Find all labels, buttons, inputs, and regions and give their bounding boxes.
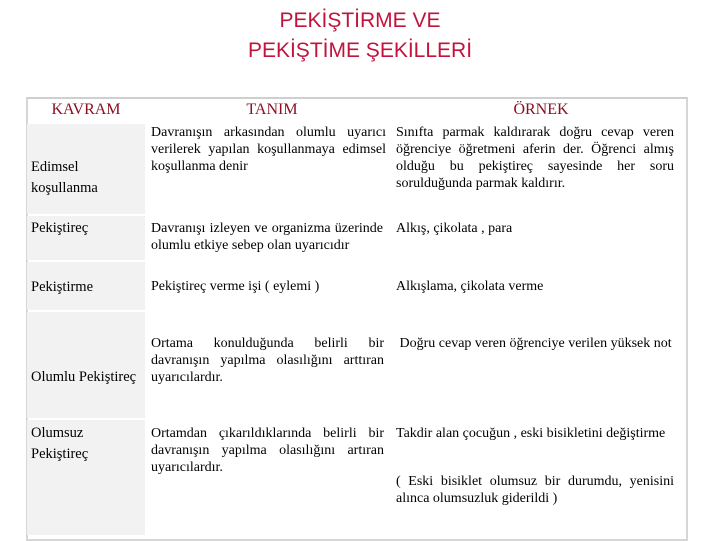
ornek-cell: Doğru cevap veren öğrenciye verilen yüksek not — [396, 336, 672, 351]
ornek-note: ( Eski bisiklet olumsuz bir durumdu, yenisini alınca olumsuzluk giderildi ) — [396, 474, 674, 506]
kavram-cell: Olumlu Pekiştireç — [31, 369, 137, 385]
kavram-cell: Pekiştireç — [31, 220, 89, 236]
kavram-cell: Olumsuz Pekiştireç — [31, 425, 89, 462]
ornek-cell: Sınıfta parmak kaldırarak doğru cevap veren öğrenciye öğretmeni aferin der. Öğrenci almış olduğu bu pekiştireç sayesinde her soru sorulduğunda parmak kaldırır. — [396, 125, 674, 191]
tanim-cell: Ortamdan çıkarıldıklarında belirli bir davranışın yapılma olasılığını artıran uyarıcılardır. — [151, 426, 384, 475]
ornek-cell: Takdir alan çocuğun , eski bisikletini değiştirme — [396, 426, 666, 441]
tanim-cell: Davranışın arkasından olumlu uyarıcı verilerek yapılan koşullanmaya edimsel koşullanma denir — [151, 125, 386, 174]
header-kavram: KAVRAM — [51, 101, 121, 118]
tanim-cell: Davranışı izleyen ve organizma üzerinde olumlu etkiye sebep olan uyarıcıdır — [151, 221, 383, 253]
header-ornek: ÖRNEK — [513, 101, 569, 118]
kavram-box-4 — [27, 312, 145, 418]
tanim-cell: Ortama konulduğunda belirli bir davranışın yapılma olasılığını arttıran uyarıcılardır. — [151, 336, 384, 385]
page-title — [0, 6, 720, 66]
ornek-cell: Alkışlama, çikolata verme — [396, 279, 544, 294]
tanim-cell: Pekiştireç verme işi ( eylemi ) — [151, 279, 320, 294]
kavram-cell: Pekiştirme — [31, 279, 94, 295]
title-line-1: PEKİŞTİRME VE — [279, 9, 441, 32]
table-header — [26, 97, 686, 123]
ornek-cell: Alkış, çikolata , para — [396, 221, 513, 236]
title-line-2: PEKİŞTİME ŞEKİLLERİ — [247, 39, 473, 62]
header-tanim: TANIM — [246, 101, 298, 118]
kavram-cell: Edimsel koşullanma — [31, 159, 98, 196]
